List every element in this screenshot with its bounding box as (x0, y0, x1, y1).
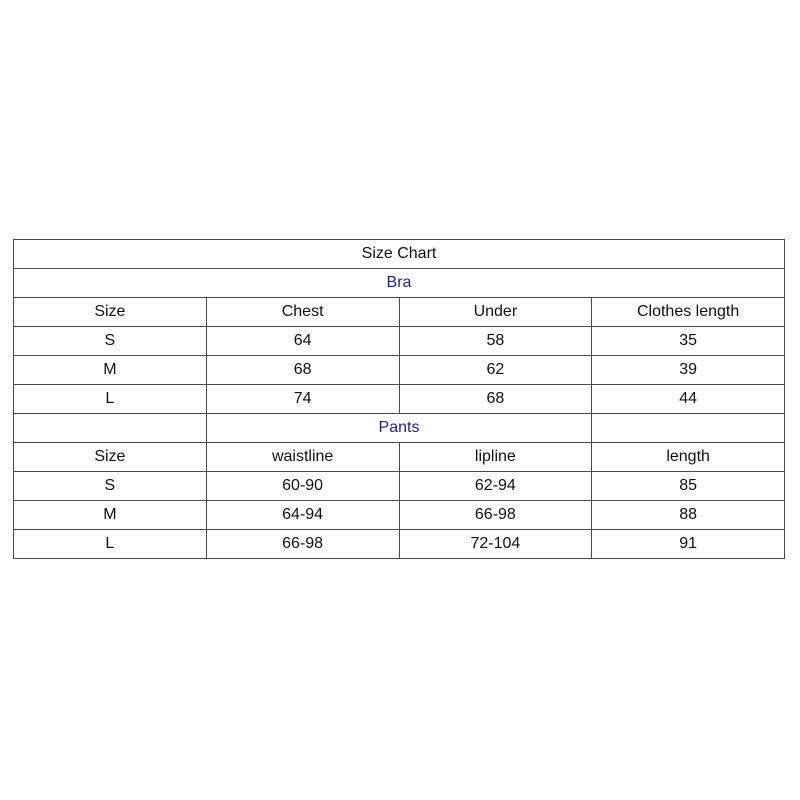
bra-header-chest: Chest (206, 298, 399, 327)
table-row (14, 327, 785, 356)
bra-cell: 68 (399, 385, 592, 414)
pants-cell: S (14, 472, 207, 501)
pants-cell: 64-94 (206, 501, 399, 530)
bra-cell: 39 (592, 356, 785, 385)
pants-cell: 88 (592, 501, 785, 530)
bra-header-under: Under (399, 298, 592, 327)
pants-section-title: Pants (206, 414, 592, 443)
bra-header-clothes-length: Clothes length (592, 298, 785, 327)
pants-cell: 66-98 (399, 501, 592, 530)
table-row (14, 501, 785, 530)
pants-header-waistline: waistline (206, 443, 399, 472)
pants-header-row (14, 443, 785, 472)
table-row (14, 530, 785, 559)
pants-cell: 66-98 (206, 530, 399, 559)
bra-cell: 64 (206, 327, 399, 356)
table-row (14, 385, 785, 414)
bra-cell: M (14, 356, 207, 385)
bra-cell: 62 (399, 356, 592, 385)
bra-cell: 35 (592, 327, 785, 356)
bra-section-title: Bra (14, 269, 785, 298)
pants-cell: 62-94 (399, 472, 592, 501)
bra-header-size: Size (14, 298, 207, 327)
bra-cell: 58 (399, 327, 592, 356)
bra-section-row (14, 269, 785, 298)
pants-cell: 85 (592, 472, 785, 501)
pants-cell: 72-104 (399, 530, 592, 559)
pants-cell: 91 (592, 530, 785, 559)
chart-title: Size Chart (14, 240, 785, 269)
pants-cell: M (14, 501, 207, 530)
pants-header-length: length (592, 443, 785, 472)
pants-header-lipline: lipline (399, 443, 592, 472)
bra-cell: S (14, 327, 207, 356)
table-row (14, 356, 785, 385)
bra-cell: 44 (592, 385, 785, 414)
bra-header-row (14, 298, 785, 327)
bra-cell: 74 (206, 385, 399, 414)
bra-cell: 68 (206, 356, 399, 385)
empty-cell (14, 414, 207, 443)
title-row (14, 240, 785, 269)
size-chart-table (13, 239, 785, 559)
pants-section-row (14, 414, 785, 443)
pants-cell: 60-90 (206, 472, 399, 501)
empty-cell (592, 414, 785, 443)
table-row (14, 472, 785, 501)
bra-cell: L (14, 385, 207, 414)
pants-header-size: Size (14, 443, 207, 472)
pants-cell: L (14, 530, 207, 559)
